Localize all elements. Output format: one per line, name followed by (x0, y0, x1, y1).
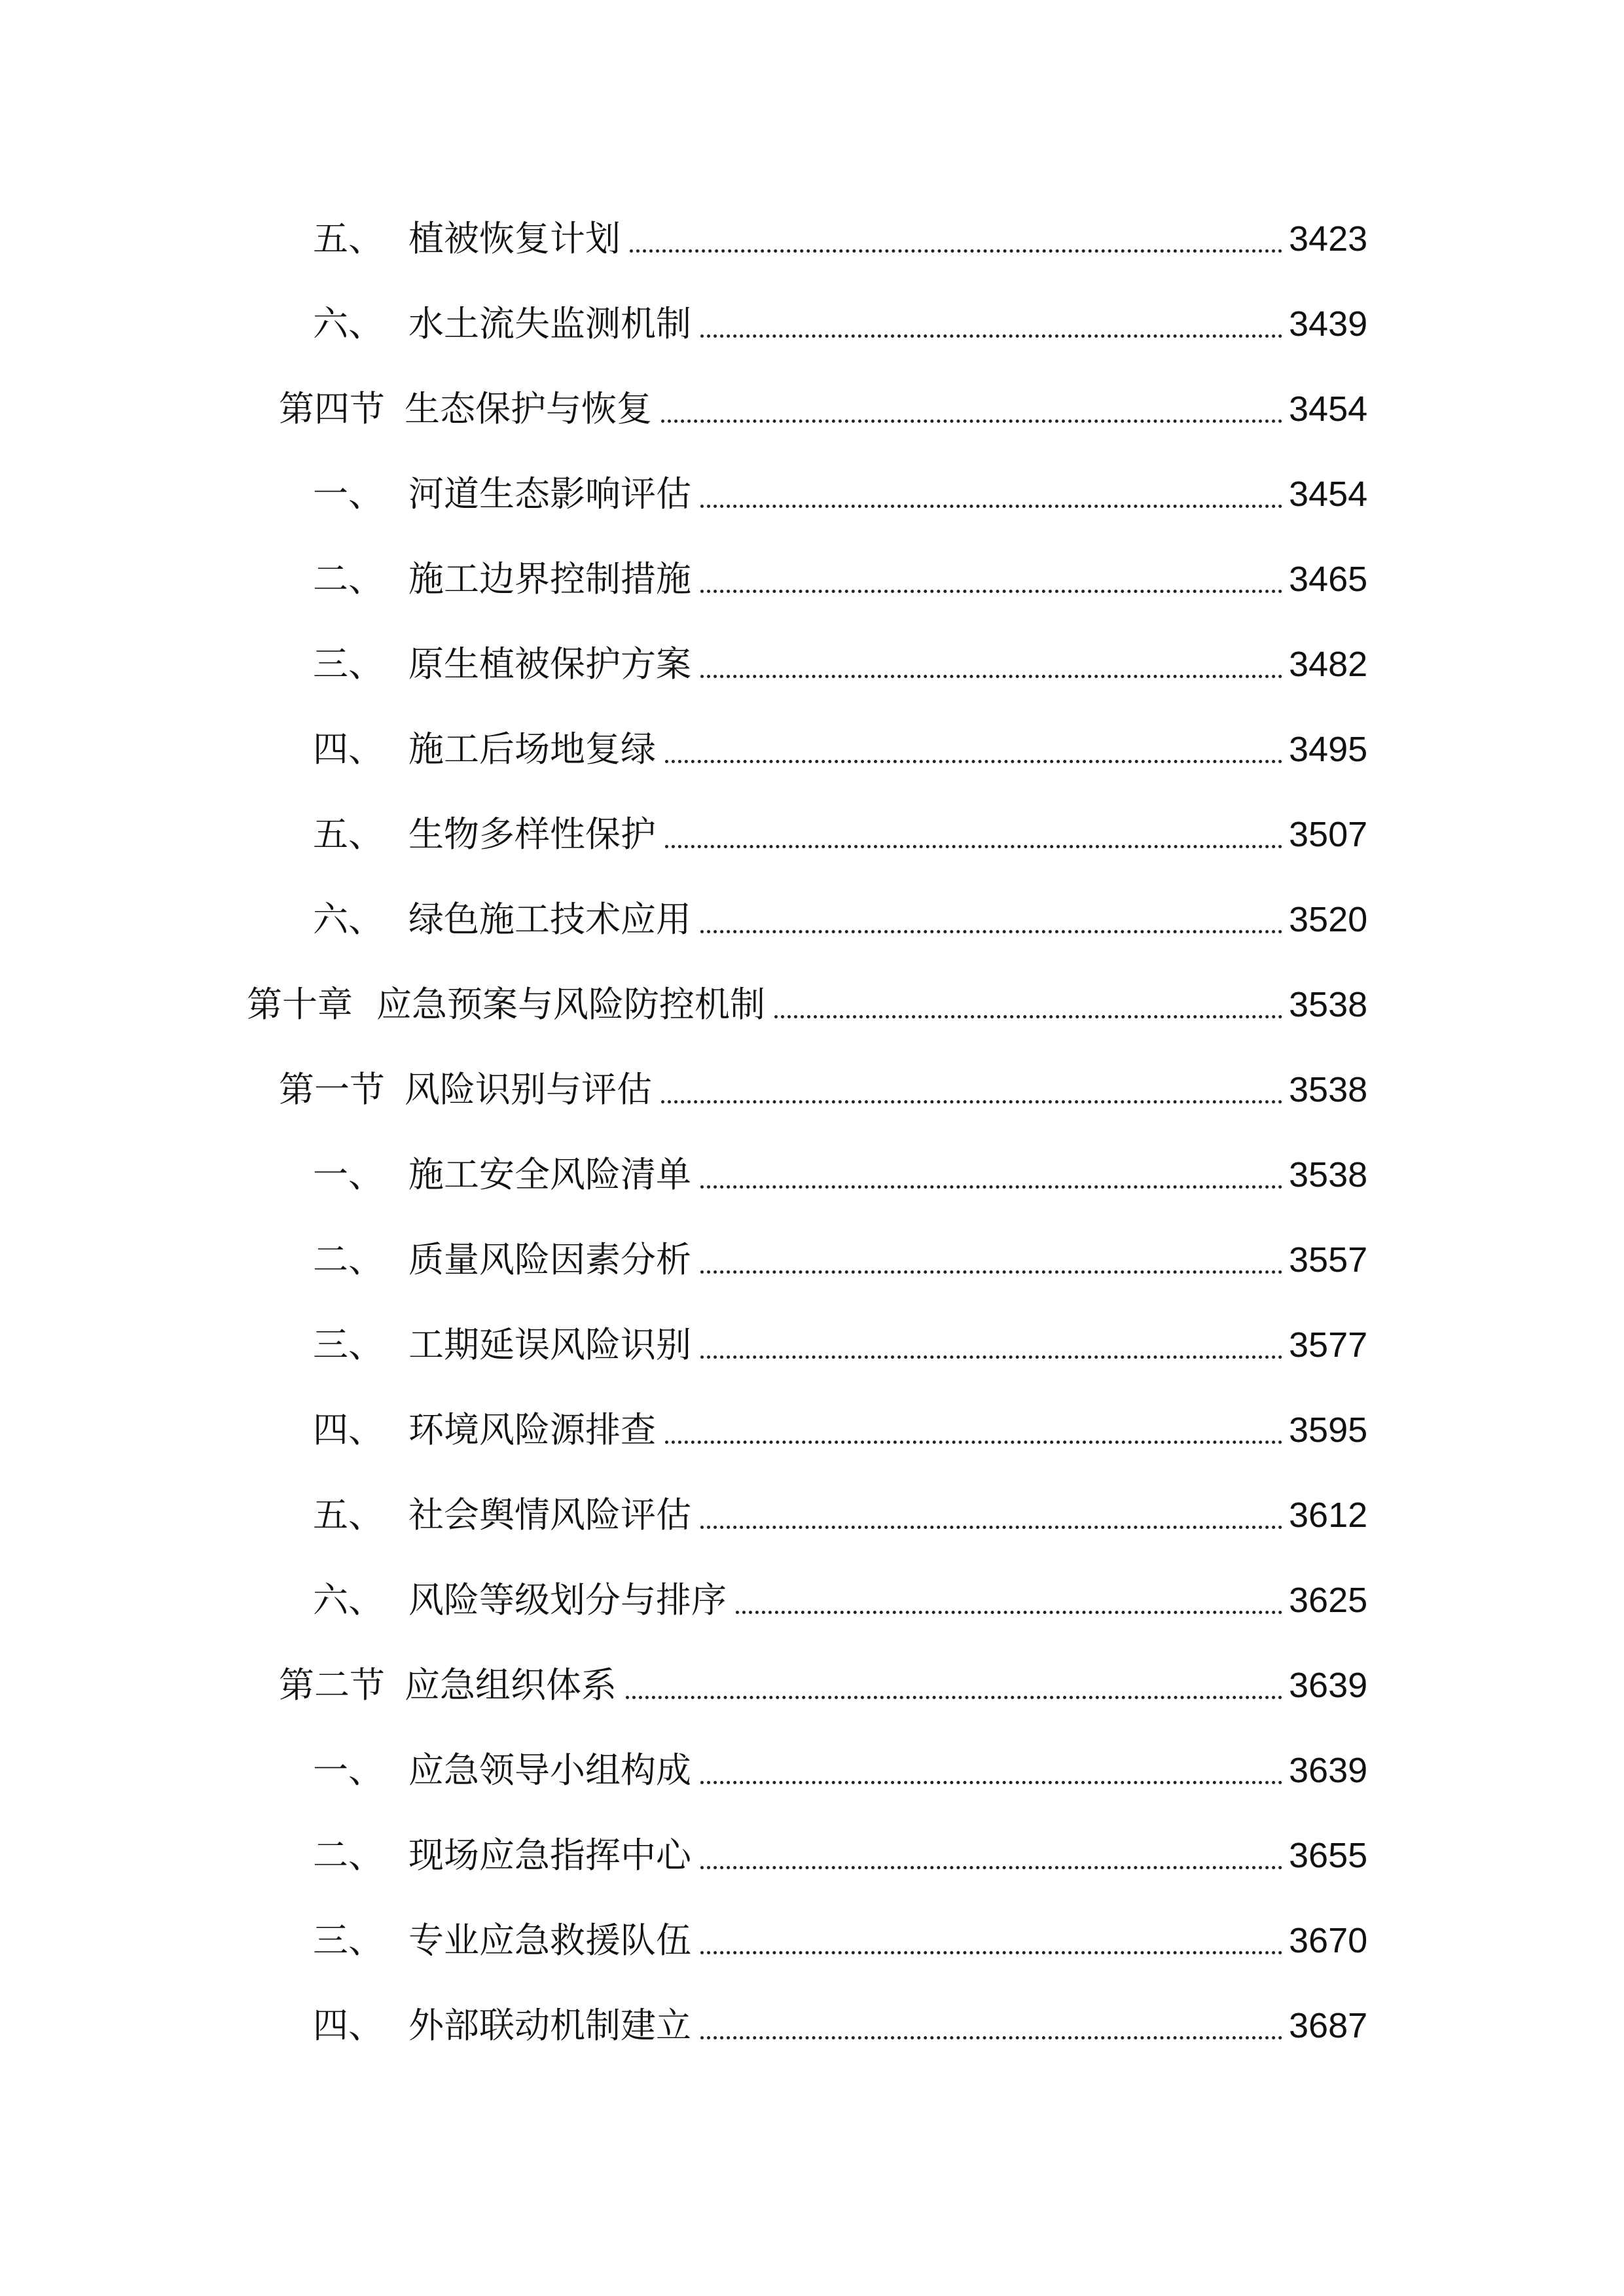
toc-entry[interactable] (0, 367, 1624, 452)
toc-entry-title: 原生植被保护方案 (408, 643, 691, 685)
toc-entry-label (313, 1154, 691, 1195)
toc-entry[interactable] (0, 1047, 1624, 1132)
toc-entry-label (279, 388, 652, 429)
toc-entry-page: 3557 (1289, 1240, 1368, 1280)
toc-entry-number: 三、 (313, 643, 384, 685)
toc-entry-label (313, 558, 691, 600)
toc-entry[interactable] (0, 707, 1624, 792)
toc-entry-title: 水土流失监测机制 (408, 303, 691, 344)
dot-leader (700, 1526, 1282, 1529)
toc-entry-title: 社会舆情风险评估 (408, 1494, 691, 1535)
toc-entry-page: 3595 (1289, 1410, 1368, 1450)
dot-leader (630, 249, 1282, 253)
toc-entry-label (313, 218, 621, 259)
toc-entry[interactable] (0, 962, 1624, 1047)
dot-leader (700, 2036, 1282, 2039)
toc-entry-title: 外部联动机制建立 (408, 2005, 691, 2046)
toc-entry-number: 第一节 (279, 1069, 385, 1110)
toc-entry[interactable] (0, 537, 1624, 622)
toc-entry-number: 四、 (313, 1409, 384, 1450)
toc-entry[interactable] (0, 1983, 1624, 2068)
dot-leader (736, 1611, 1282, 1614)
toc-entry-label (279, 1069, 652, 1110)
toc-entry-number: 六、 (313, 303, 384, 344)
toc-entry-title: 质量风险因素分析 (408, 1239, 691, 1280)
toc-entry-title: 现场应急指挥中心 (408, 1835, 691, 1876)
toc-entry-label (313, 303, 691, 344)
dot-leader (700, 334, 1282, 338)
toc-entry-number: 二、 (313, 1239, 384, 1280)
toc-entry-page: 3507 (1289, 815, 1368, 854)
dot-leader (774, 1015, 1282, 1018)
dot-leader (700, 1185, 1282, 1189)
dot-leader (700, 675, 1282, 678)
toc-entry[interactable] (0, 877, 1624, 962)
toc-entry-number: 四、 (313, 2005, 384, 2046)
toc-entry-number: 一、 (313, 1154, 384, 1195)
dot-leader (700, 930, 1282, 933)
toc-entry[interactable] (0, 1302, 1624, 1388)
toc-entry-label (313, 1920, 691, 1961)
toc-entry-title: 应急预案与风险防控机制 (376, 984, 765, 1025)
toc-entry[interactable] (0, 1813, 1624, 1898)
toc-entry-number: 四、 (313, 728, 384, 770)
dot-leader (665, 760, 1282, 763)
toc-entry-number: 第二节 (279, 1664, 385, 1706)
toc-entry-number: 二、 (313, 558, 384, 600)
toc-entry-title: 风险识别与评估 (405, 1069, 652, 1110)
toc-entry-title: 绿色施工技术应用 (408, 899, 691, 940)
toc-entry-title: 河道生态影响评估 (408, 473, 691, 514)
toc-entry-page: 3538 (1289, 1070, 1368, 1109)
dot-leader (700, 1355, 1282, 1359)
toc-entry-title: 植被恢复计划 (408, 218, 621, 259)
toc-entry[interactable] (0, 1898, 1624, 1983)
toc-entry-page: 3687 (1289, 2006, 1368, 2045)
toc-entry-label (313, 814, 656, 855)
toc-entry-page: 3538 (1289, 985, 1368, 1024)
toc-entry-number: 五、 (313, 1494, 384, 1535)
toc-entry[interactable] (0, 196, 1624, 281)
toc-entry-title: 生物多样性保护 (408, 814, 656, 855)
dot-leader (700, 1866, 1282, 1869)
toc-entry-label (313, 473, 691, 514)
toc-entry[interactable] (0, 1473, 1624, 1558)
toc-entry[interactable] (0, 281, 1624, 367)
toc-entry-page: 3625 (1289, 1581, 1368, 1620)
toc-entry-number: 第十章 (247, 984, 353, 1025)
toc-entry-number: 一、 (313, 1749, 384, 1791)
toc-entry-title: 施工边界控制措施 (408, 558, 691, 600)
toc-entry[interactable] (0, 452, 1624, 537)
toc-entry-title: 环境风险源排查 (408, 1409, 656, 1450)
toc-entry-label (313, 2005, 691, 2046)
toc-entry-title: 工期延误风险识别 (408, 1324, 691, 1365)
dot-leader (665, 845, 1282, 848)
toc-entry-number: 五、 (313, 218, 384, 259)
toc-entry-page: 3538 (1289, 1155, 1368, 1194)
toc-entry[interactable] (0, 792, 1624, 877)
toc-entry-title: 应急领导小组构成 (408, 1749, 691, 1791)
toc-entry[interactable] (0, 1132, 1624, 1217)
toc-entry-label (313, 1835, 691, 1876)
toc-entry-page: 3423 (1289, 219, 1368, 259)
toc-entry-page: 3520 (1289, 900, 1368, 939)
toc-entry[interactable] (0, 1217, 1624, 1302)
toc-entry-page: 3482 (1289, 645, 1368, 684)
toc-entry-number: 三、 (313, 1324, 384, 1365)
dot-leader (661, 420, 1282, 423)
dot-leader (626, 1696, 1282, 1699)
toc-entry-number: 一、 (313, 473, 384, 514)
toc-entry-label (313, 1324, 691, 1365)
toc-entry-page: 3670 (1289, 1921, 1368, 1960)
toc-entry-number: 五、 (313, 814, 384, 855)
toc-entry-label (247, 984, 765, 1025)
toc-entry[interactable] (0, 1388, 1624, 1473)
toc-entry-title: 专业应急救援队伍 (408, 1920, 691, 1961)
toc-entry-label (279, 1664, 617, 1706)
toc-entry-page: 3465 (1289, 560, 1368, 599)
toc-entry-page: 3439 (1289, 304, 1368, 344)
toc-entry-label (313, 1749, 691, 1791)
toc-entry-number: 六、 (313, 899, 384, 940)
toc-entry-title: 应急组织体系 (405, 1664, 617, 1706)
table-of-contents (0, 196, 1624, 2068)
toc-entry-page: 3639 (1289, 1751, 1368, 1790)
toc-entry-number: 第四节 (279, 388, 385, 429)
toc-entry[interactable] (0, 1728, 1624, 1813)
toc-entry-label (313, 1239, 691, 1280)
dot-leader (665, 1441, 1282, 1444)
dot-leader (700, 590, 1282, 593)
toc-entry-label (313, 1579, 727, 1621)
toc-entry[interactable] (0, 1643, 1624, 1728)
toc-entry-label (313, 643, 691, 685)
toc-entry-number: 六、 (313, 1579, 384, 1621)
toc-entry-page: 3495 (1289, 730, 1368, 769)
toc-entry[interactable] (0, 1558, 1624, 1643)
toc-entry-label (313, 728, 656, 770)
toc-entry-title: 生态保护与恢复 (405, 388, 652, 429)
toc-entry-title: 施工后场地复绿 (408, 728, 656, 770)
toc-entry[interactable] (0, 622, 1624, 707)
dot-leader (700, 505, 1282, 508)
dot-leader (700, 1951, 1282, 1954)
toc-entry-label (313, 1409, 656, 1450)
toc-entry-number: 三、 (313, 1920, 384, 1961)
toc-entry-page: 3639 (1289, 1666, 1368, 1705)
dot-leader (700, 1781, 1282, 1784)
toc-entry-label (313, 899, 691, 940)
toc-entry-page: 3577 (1289, 1325, 1368, 1365)
toc-entry-page: 3655 (1289, 1836, 1368, 1875)
toc-entry-number: 二、 (313, 1835, 384, 1876)
toc-entry-title: 施工安全风险清单 (408, 1154, 691, 1195)
dot-leader (700, 1270, 1282, 1274)
toc-entry-page: 3454 (1289, 389, 1368, 429)
dot-leader (661, 1100, 1282, 1103)
toc-entry-title: 风险等级划分与排序 (408, 1579, 727, 1621)
toc-entry-page: 3454 (1289, 475, 1368, 514)
toc-entry-page: 3612 (1289, 1496, 1368, 1535)
toc-entry-label (313, 1494, 691, 1535)
